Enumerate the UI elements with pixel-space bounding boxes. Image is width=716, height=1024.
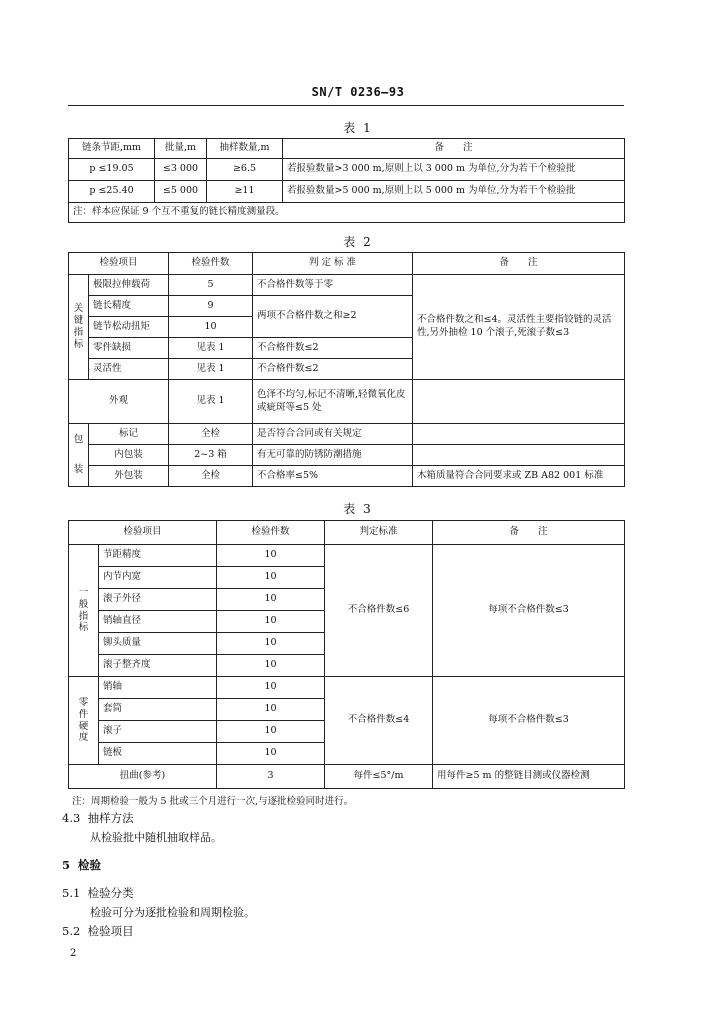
table2-criterion: 不合格件数等于零 [253, 275, 413, 296]
key-indicator-group-label: 关 键 指 标 [69, 275, 89, 380]
table3-item: 内节内宽 [99, 567, 217, 589]
table3-twist-remark: 用每件≥5 m 的整链目测或仪器检测 [433, 765, 625, 789]
table3-twist-item: 扭曲(参考) [69, 765, 217, 789]
table3-count: 10 [217, 633, 325, 655]
table2-header-criterion: 判 定 标 准 [253, 253, 413, 275]
table3-count: 10 [217, 677, 325, 699]
table2-merged-criterion: 两项不合格件数之和≥2 [253, 296, 413, 338]
table1-cell: 若报验数量>5 000 m,原则上以 5 000 m 为单位,分为若干个检验批 [283, 181, 625, 203]
table3-header-item: 检验项目 [69, 521, 217, 545]
table3-item: 节距精度 [99, 545, 217, 567]
table1-note: 注：样本应保证 9 个互不重复的链长精度测量段。 [69, 203, 625, 223]
table3-caption: 表 3 [343, 502, 373, 516]
section-5-1-body: 检验可分为逐批检验和周期检验。 [90, 906, 255, 919]
section-number: 5 [62, 858, 71, 872]
table1 [68, 138, 625, 223]
table2-appearance-count: 见表 1 [169, 380, 253, 424]
table2 [68, 252, 625, 487]
table2-remark: 木箱质量符合合同要求或 ZB A82 001 标准 [413, 466, 625, 487]
table2-item: 灵活性 [89, 359, 169, 380]
table3-item: 滚子整齐度 [99, 655, 217, 677]
table2-caption: 表 2 [343, 235, 373, 249]
table2-item: 零件缺损 [89, 338, 169, 359]
table2-remark [413, 445, 625, 466]
table2-remark [413, 424, 625, 445]
table-row [69, 545, 625, 567]
section-title: 检验 [78, 858, 102, 872]
table3-general-remark: 每项不合格件数≤3 [433, 545, 625, 677]
table1-caption: 表 1 [343, 121, 373, 135]
table2-count: 全检 [169, 424, 253, 445]
table3-item: 销轴 [99, 677, 217, 699]
table3-item: 滚子外径 [99, 589, 217, 611]
section-number: 5.1 [62, 886, 81, 900]
table1-cell: ≥11 [207, 181, 283, 203]
table3-header-criterion: 判定标准 [325, 521, 433, 545]
header-rule [68, 105, 624, 106]
table2-item: 外包装 [89, 466, 169, 487]
table2-count: 5 [169, 275, 253, 296]
table2-item: 链长精度 [89, 296, 169, 317]
table1-cell: p ≤25.40 [69, 181, 155, 203]
table2-item: 极限拉伸载荷 [89, 275, 169, 296]
table3 [68, 520, 625, 789]
table2-criterion: 不合格件数≤2 [253, 338, 413, 359]
table3-header-row [69, 521, 625, 545]
table2-header-remarks: 备 注 [413, 253, 625, 275]
section-4-3-body: 从检验批中随机抽取样品。 [90, 831, 222, 844]
table3-count: 10 [217, 743, 325, 765]
table2-appearance-remark [413, 380, 625, 424]
table3-count: 10 [217, 567, 325, 589]
table2-header-count: 检验件数 [169, 253, 253, 275]
table-row [69, 380, 625, 424]
table2-item: 链节松动扭矩 [89, 317, 169, 338]
table3-note: 注：周期检验一般为 5 批或三个月进行一次,与逐批检验同时进行。 [72, 796, 354, 807]
table-row [69, 424, 625, 445]
hardness-group-label: 零 件 硬 度 [69, 677, 99, 765]
table-row [69, 159, 625, 181]
table2-count: 10 [169, 317, 253, 338]
table3-item: 销轴直径 [99, 611, 217, 633]
table2-appearance-criterion: 色泽不均匀,标记不清晰,轻微氧化皮或疵斑等≤5 处 [253, 380, 413, 424]
table1-cell: ≥6.5 [207, 159, 283, 181]
table2-key-remark: 不合格件数之和≤4。灵活性主要指铰链的灵活性,另外抽检 10 个滚子,死滚子数≤3 [413, 275, 625, 380]
section-5-2-heading [62, 923, 134, 939]
table-row [69, 677, 625, 699]
table2-appearance-item: 外观 [69, 380, 169, 424]
table1-cell: ≤3 000 [155, 159, 207, 181]
table3-header-remarks: 备 注 [433, 521, 625, 545]
section-5-1-heading [62, 885, 134, 901]
table3-item: 套筒 [99, 699, 217, 721]
document-number: SN/T 0236—93 [311, 85, 405, 99]
section-number: 4.3 [62, 811, 81, 825]
table2-count: 见表 1 [169, 338, 253, 359]
table2-criterion: 不合格件数≤2 [253, 359, 413, 380]
table3-count: 10 [217, 611, 325, 633]
section-4-3-heading [62, 810, 134, 826]
table-row [69, 765, 625, 789]
table1-note-row [69, 203, 625, 223]
table1-header-pitch: 链条节距,mm [69, 139, 155, 159]
table2-count: 全检 [169, 466, 253, 487]
table3-count: 10 [217, 655, 325, 677]
table1-cell: p ≤19.05 [69, 159, 155, 181]
table1-header-lot: 批量,m [155, 139, 207, 159]
table2-item: 标记 [89, 424, 169, 445]
table2-criterion: 不合格率≤5% [253, 466, 413, 487]
table2-criterion: 有无可靠的防锈防潮措施 [253, 445, 413, 466]
table3-hardness-remark: 每项不合格件数≤3 [433, 677, 625, 765]
table3-count: 10 [217, 589, 325, 611]
table3-count: 10 [217, 545, 325, 567]
table2-count: 见表 1 [169, 359, 253, 380]
table1-cell: ≤5 000 [155, 181, 207, 203]
table2-item: 内包装 [89, 445, 169, 466]
table1-header-sample: 抽样数量,m [207, 139, 283, 159]
table2-header-item: 检验项目 [69, 253, 169, 275]
table3-twist-criterion: 每件≤5°/m [325, 765, 433, 789]
table2-count: 2~3 箱 [169, 445, 253, 466]
table3-item: 链板 [99, 743, 217, 765]
general-indicator-group-label: 一 般 指 标 [69, 545, 99, 677]
table3-item: 滚子 [99, 721, 217, 743]
table3-general-criterion: 不合格件数≤6 [325, 545, 433, 677]
table3-twist-count: 3 [217, 765, 325, 789]
table2-header-row [69, 253, 625, 275]
table-row [69, 466, 625, 487]
table3-item: 铆头质量 [99, 633, 217, 655]
table-row [69, 445, 625, 466]
table3-header-count: 检验件数 [217, 521, 325, 545]
table1-cell: 若报验数量>3 000 m,原则上以 3 000 m 为单位,分为若干个检验批 [283, 159, 625, 181]
table-row [69, 181, 625, 203]
section-5-heading [62, 857, 101, 873]
section-title: 检验分类 [87, 886, 134, 900]
section-title: 抽样方法 [87, 811, 134, 825]
table1-header-remarks: 备 注 [283, 139, 625, 159]
table1-header-row [69, 139, 625, 159]
table-row [69, 275, 625, 296]
table3-count: 10 [217, 699, 325, 721]
table2-criterion: 是否符合合同或有关规定 [253, 424, 413, 445]
section-title: 检验项目 [87, 924, 134, 938]
table2-count: 9 [169, 296, 253, 317]
page-number: 2 [70, 948, 77, 959]
table3-hardness-criterion: 不合格件数≤4 [325, 677, 433, 765]
section-number: 5.2 [62, 924, 81, 938]
table3-count: 10 [217, 721, 325, 743]
packaging-group-label: 包 装 [69, 424, 89, 487]
